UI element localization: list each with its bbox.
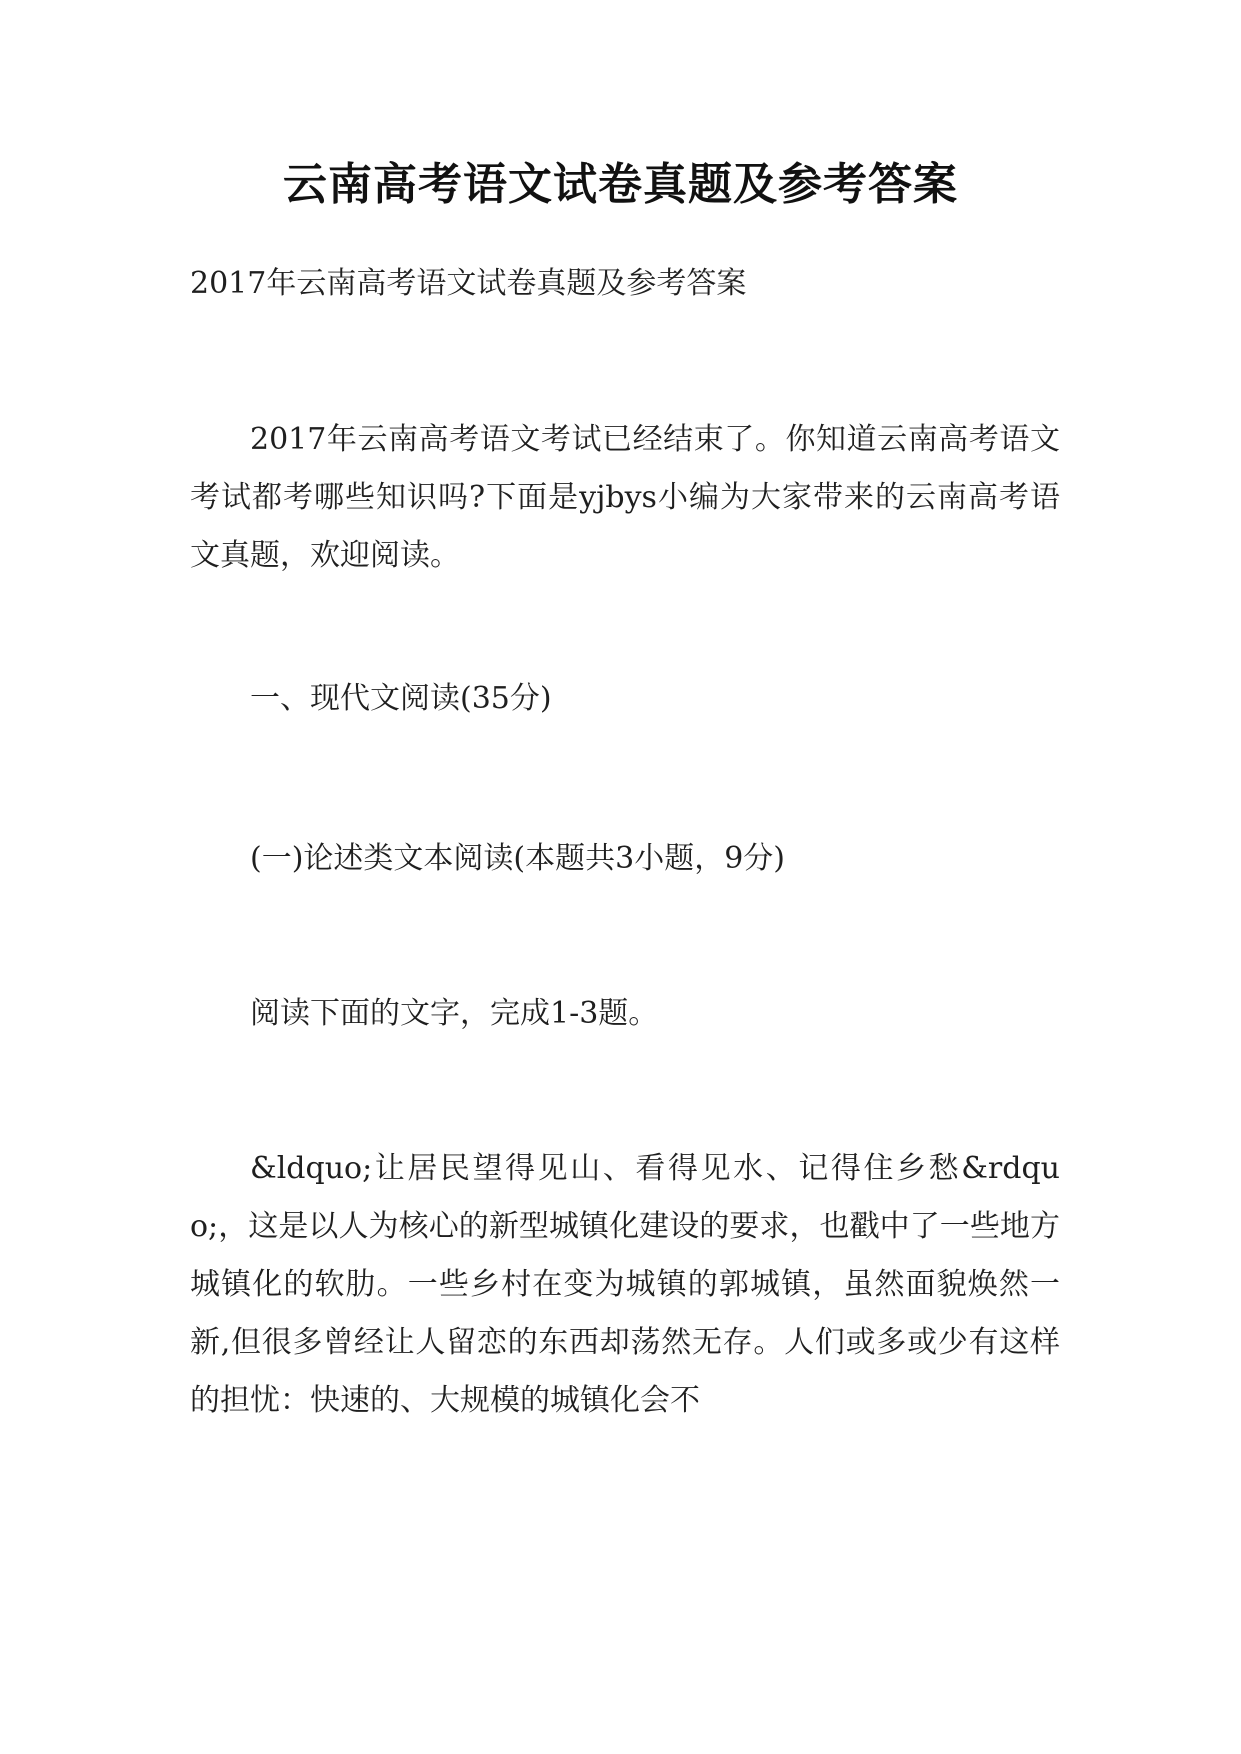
document-title: 云南高考语文试卷真题及参考答案: [283, 159, 958, 210]
instruction-text: 阅读下面的文字，完成1-3题。: [250, 996, 659, 1031]
section-heading: 一、现代文阅读(35分): [250, 681, 552, 716]
intro-paragraph: 2017年云南高考语文考试已经结束了。你知道云南高考语文考试都考哪些知识吗?下面是yjbys小编为大家带来的云南高考语文真题，欢迎阅读。: [190, 422, 1060, 573]
document-subtitle: 2017年云南高考语文试卷真题及参考答案: [190, 266, 747, 301]
subsection-heading: (一)论述类文本阅读(本题共3小题，9分): [250, 841, 785, 876]
passage-paragraph: &ldquo;让居民望得见山、看得见水、记得住乡愁&rdquo;，这是以人为核心的新型城镇化建设的要求，也戳中了一些地方城镇化的软肋。一些乡村在变为城镇的郭城镇，虽然面貌焕然一新,但很多曾经让人留恋的东西却荡然无存。人们或多或少有这样的担忧：快速的、大规模的城镇化会不: [190, 1151, 1060, 1418]
